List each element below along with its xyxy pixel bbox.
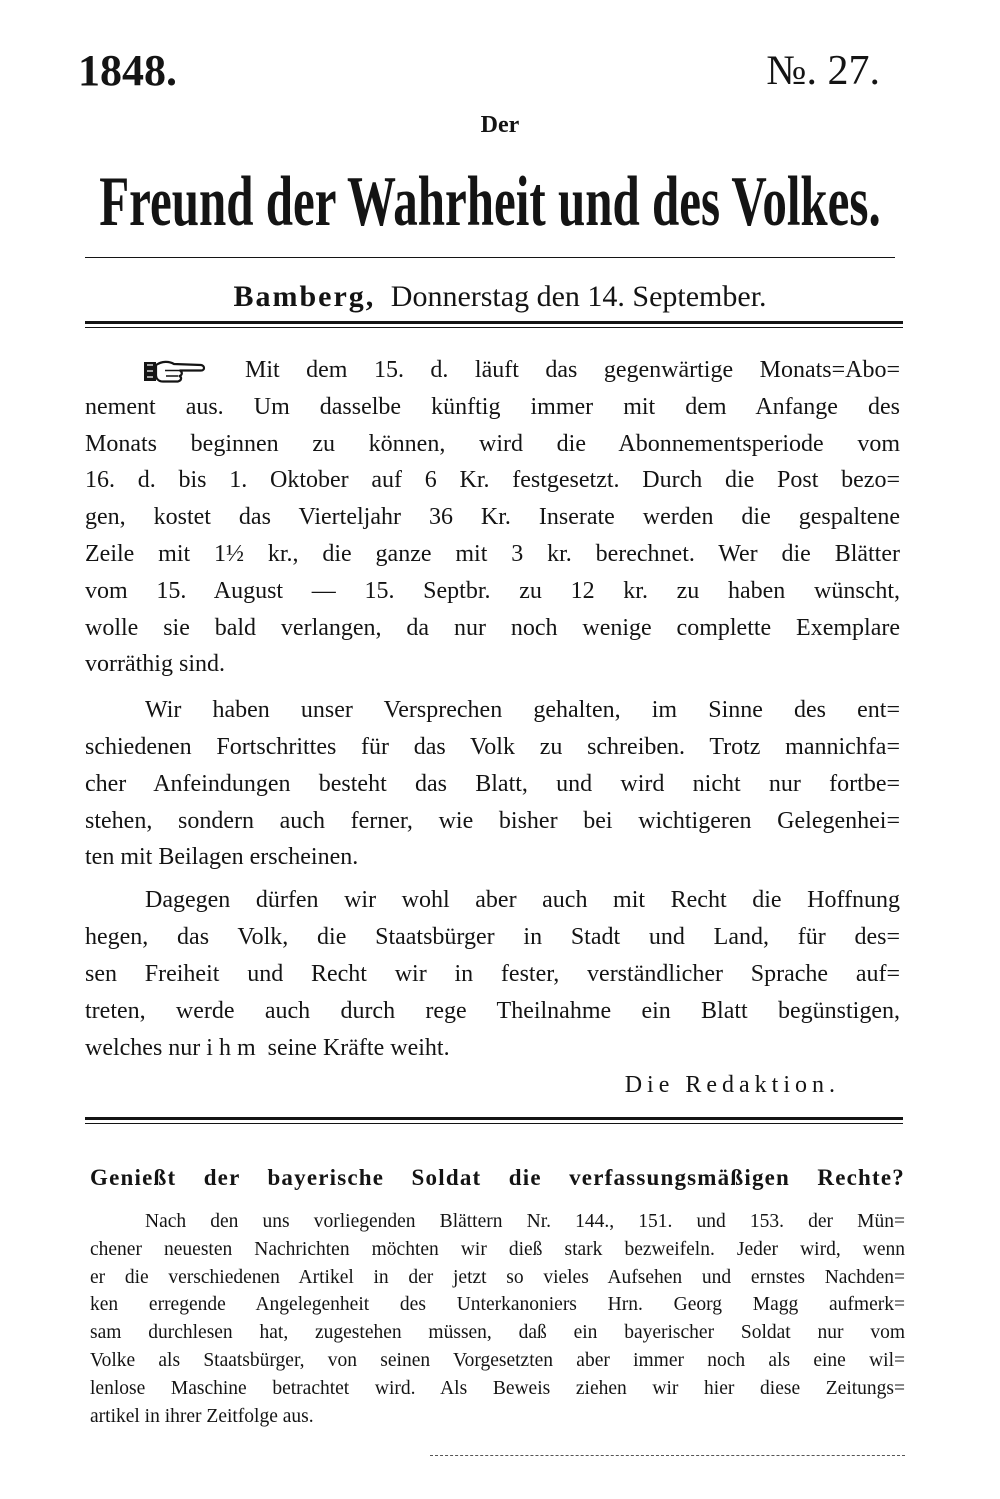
paragraph-line: [85, 1030, 900, 1067]
emphasized-word: ihm: [206, 1035, 262, 1062]
paragraph-line: wolle sie bald verlangen, da nur noch wenige complette Exemplare: [85, 614, 900, 641]
article-line: ken erregende Angelegenheit des Unterkanoniers Hrn. Georg Magg aufmerk=: [90, 1294, 905, 1316]
paragraph-line: Mit dem 15. d. läuft das gegenwärtige Monats=Abo=: [245, 357, 900, 383]
paragraph-line: 16. d. bis 1. Oktober auf 6 Kr. festgesetzt. Durch die Post bezo=: [85, 467, 900, 494]
article-line: er die verschiedenen Artikel in der jetzt so vieles Aufsehen und ernstes Nachden=: [90, 1266, 905, 1288]
paragraph-line: gen, kostet das Vierteljahr 36 Kr. Inserate werden die gespaltene: [85, 504, 900, 531]
signature: Die Redaktion.: [624, 1072, 840, 1099]
paragraph-line: cher Anfeindungen besteht das Blatt, und wird nicht nur fortbe=: [85, 770, 900, 797]
subscription-paragraph: [85, 352, 900, 683]
title-article: Der: [480, 112, 520, 138]
promise-paragraph: [85, 692, 900, 876]
paragraph-line: treten, werde auch durch rege Theilnahme ein Blatt begünstigen,: [85, 998, 900, 1025]
paragraph-line: hegen, das Volk, die Staatsbürger in Stadt und Land, für des=: [85, 924, 900, 951]
article-body: [90, 1208, 905, 1430]
editorial-notice: [85, 352, 900, 1104]
section-double-rule: [85, 1117, 903, 1124]
bottom-dotted-rule: [430, 1455, 905, 1456]
paragraph-line: ten mit Beilagen erscheinen.: [85, 844, 359, 871]
hope-paragraph: [85, 882, 900, 1067]
paragraph-line: Wir haben unser Versprechen gehalten, im Sinne des ent=: [145, 697, 900, 724]
line-text: seine Kräfte weiht.: [267, 1035, 450, 1062]
dateline: [0, 277, 1000, 317]
line-text: welches nur: [85, 1035, 201, 1062]
paragraph-line: Monats beginnen zu können, wird die Abonnementsperiode vom: [85, 430, 900, 457]
pointing-hand-icon: [143, 356, 207, 386]
paragraph-line: vorräthig sind.: [85, 651, 225, 678]
article-line: artikel in ihrer Zeitfolge aus.: [90, 1405, 314, 1427]
newspaper-title: Freund der Wahrheit und des Volkes.: [99, 161, 881, 242]
article-line: Volke als Staatsbürger, von seinen Vorgesetzten aber immer noch als eine wil=: [90, 1349, 905, 1371]
issue-number: №. 27.: [766, 48, 880, 94]
article-line: Nach den uns vorliegenden Blättern Nr. 144., 151. und 153. der Mün=: [145, 1211, 905, 1232]
article-line: lenlose Maschine betrachtet wird. Als Beweis ziehen wir hier diese Zeitungs=: [90, 1377, 905, 1399]
paragraph-line: sen Freiheit und Recht wir in fester, verständlicher Sprache auf=: [85, 961, 900, 988]
article-heading: Genießt der bayerische Soldat die verfassungsmäßigen Rechte?: [90, 1165, 905, 1190]
paragraph-line: nement aus. Um dasselbe künftig immer mit dem Anfange des: [85, 393, 900, 420]
paragraph-line: schiedenen Fortschrittes für das Volk zu schreiben. Trotz mannichfa=: [85, 733, 900, 760]
dateline-place: Bamberg,: [233, 280, 376, 313]
title-rule: [85, 257, 895, 258]
dateline-date: Donnerstag den 14. September.: [390, 280, 767, 313]
paragraph-line: vom 15. August — 15. Septbr. zu 12 kr. zu haben wünscht,: [85, 577, 900, 604]
article-line: sam durchlesen hat, zugestehen müssen, daß ein bayerischer Soldat nur vom: [90, 1322, 905, 1344]
masthead-double-rule: [85, 321, 903, 328]
paragraph-line: Zeile mit 1½ kr., die ganze mit 3 kr. berechnet. Wer die Blätter: [85, 540, 900, 567]
article-line: chener neuesten Nachrichten möchten wir dieß stark bezweifeln. Jeder wird, wenn: [90, 1238, 905, 1260]
paragraph-line: Dagegen dürfen wir wohl aber auch mit Recht die Hoffnung: [145, 887, 900, 914]
paragraph-line: stehen, sondern auch ferner, wie bisher bei wichtigeren Gelegenhei=: [85, 807, 900, 834]
year: 1848.: [78, 46, 177, 95]
